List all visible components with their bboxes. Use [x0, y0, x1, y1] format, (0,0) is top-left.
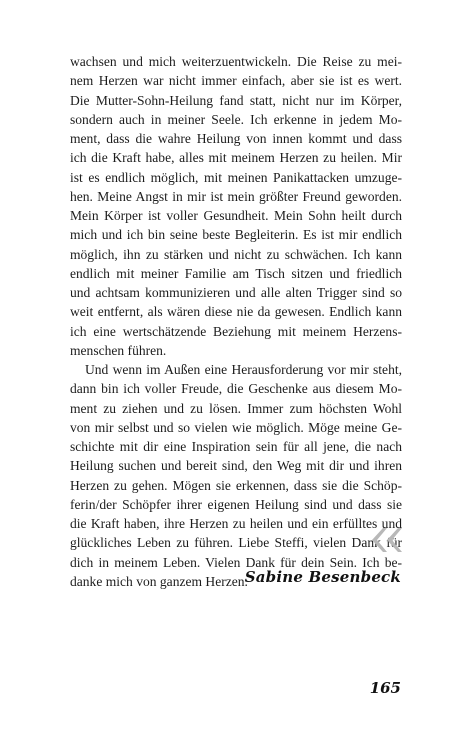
text-line: nem Herzen war nicht immer einfach, aber sie ist es wert. — [70, 73, 402, 89]
text-line: mich und ich bin seine beste Begleiterin. Es ist mir endlich — [70, 227, 402, 243]
text-line: ment, dass die wahre Heilung von innen kommt und dass — [70, 131, 402, 146]
text-line: von mir selbst und so vielen wie möglich. Möge meine Ge- — [70, 419, 402, 435]
text-line: und achtsam kommunizieren und alle alten Trigger sind so — [70, 285, 402, 300]
body-text — [70, 52, 402, 591]
text-line: endlich mit meiner Familie am Tisch sitzen und friedlich — [70, 265, 402, 281]
text-line: Herzen zu gehen. Mögen sie erkennen, dass sie die Schöp- — [70, 477, 402, 493]
text-line: ich die Kraft habe, alles mit meinem Herzen zu heilen. Mir — [70, 150, 402, 166]
text-line: hen. Meine Angst in mir ist mein größter Freund geworden. — [70, 188, 402, 204]
text-line: Mein Körper ist voller Gesundheit. Mein Sohn heilt durch — [70, 208, 402, 223]
page-number: 165 — [369, 679, 401, 697]
text-line: dich in meinem Leben. Vielen Dank für dein Sein. Ich be- — [70, 554, 402, 570]
text-line: dann bin ich voller Freude, die Geschenke aus diesem Mo- — [70, 381, 402, 397]
text-line: möglich, ihn zu stärken und nicht zu schwächen. Ich kann — [70, 246, 402, 262]
author-signature: Sabine Besenbeck — [244, 568, 401, 586]
paragraph-1 — [70, 52, 402, 360]
text-line: menschen führen. — [70, 342, 167, 358]
paragraph-2 — [70, 360, 402, 591]
text-line: weit entfernt, als wären diese nie da gewesen. Endlich kann — [70, 304, 402, 320]
text-line: wachsen und mich weiterzuentwickeln. Die Reise zu mei- — [70, 54, 402, 69]
text-line: ist es endlich möglich, mit meinen Panikattacken umzuge- — [70, 169, 402, 185]
text-line: sondern auch in meiner Seele. Ich erkenne in jedem Mo- — [70, 111, 402, 127]
text-line: ich eine wertschätzende Beziehung mit meinem Herzens- — [70, 323, 402, 339]
text-line: die Kraft haben, ihre Herzen zu heilen und ein erfülltes und — [70, 516, 402, 531]
text-line: glückliches Leben zu führen. Liebe Steffi, vielen Dank für — [70, 535, 402, 551]
text-line: Und wenn im Außen eine Herausforderung vor mir steht, — [85, 362, 402, 377]
text-line: Heilung suchen und bereit sind, den Weg mit dir und ihren — [70, 458, 402, 474]
text-line: schichte mit dir eine Inspiration sein für all jene, die nach — [70, 439, 402, 454]
text-line: Die Mutter-Sohn-Heilung fand statt, nicht nur im Körper, — [70, 92, 402, 108]
text-line: ferin/der Schöpfer ihrer eigenen Heilung sind und dass sie — [70, 496, 402, 512]
text-line: ment zu ziehen und zu lösen. Immer zum höchsten Wohl — [70, 400, 402, 416]
double-chevron-left-icon — [368, 522, 404, 558]
text-line: danke mich von ganzem Herzen. — [70, 573, 248, 589]
